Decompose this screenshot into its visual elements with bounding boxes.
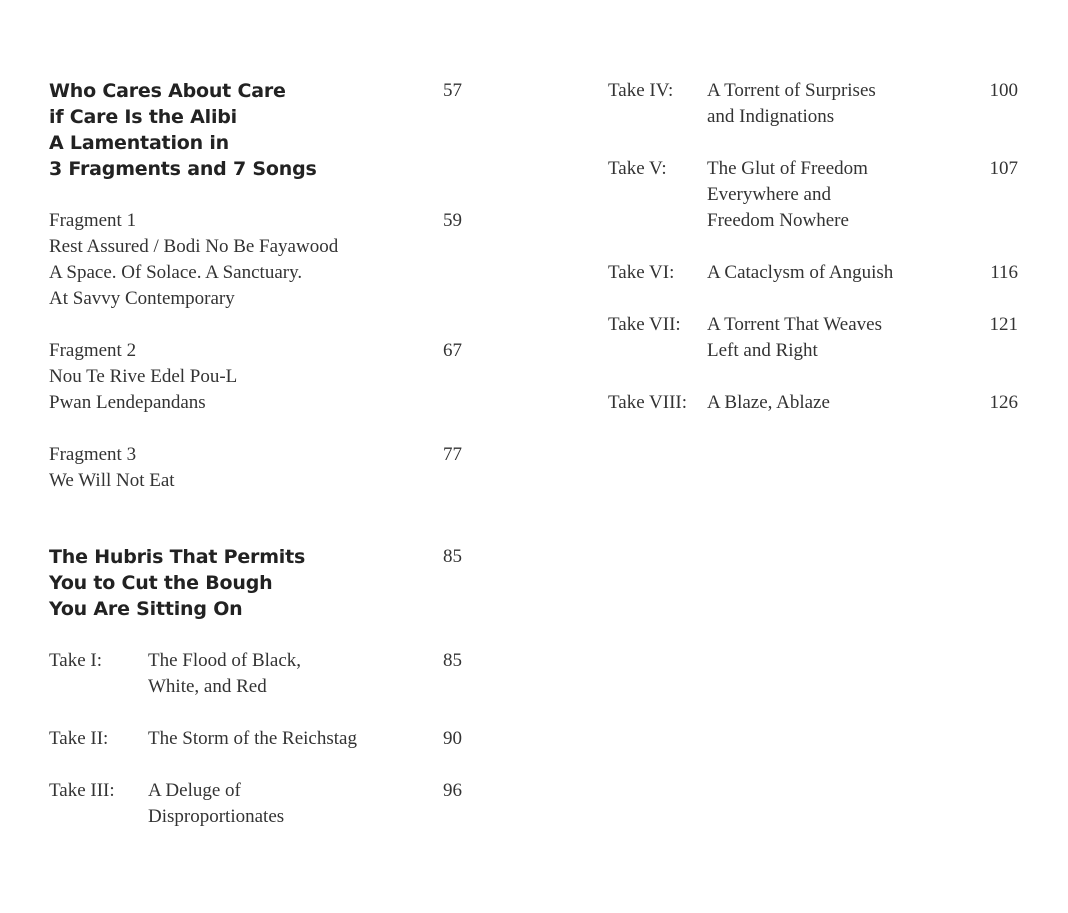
take-label: Take V:: [608, 158, 667, 179]
entry-title: [49, 442, 175, 494]
entry-title-line: The Flood of Black,: [148, 650, 302, 671]
section-title-line: The Hubris That Permits: [49, 546, 306, 568]
page-number: 57: [443, 80, 462, 101]
toc-left-column: [49, 78, 462, 830]
toc-right-column: [608, 78, 1018, 416]
page-number: 126: [989, 392, 1018, 413]
section-title-line: A Lamentation in: [49, 132, 229, 154]
take-label: Take VII:: [608, 314, 681, 335]
toc-entry-take-1: [49, 648, 462, 700]
take-label: Take VIII:: [608, 392, 688, 413]
entry-title-line: We Will Not Eat: [49, 470, 175, 491]
entry-title: [707, 78, 990, 130]
toc-entry-take-5: [608, 156, 1018, 234]
page-number: 85: [443, 546, 462, 567]
toc-entry-fragment-2: [49, 338, 462, 416]
section-title-line: Who Cares About Care: [49, 80, 286, 102]
page-number: 107: [989, 158, 1018, 179]
page-number: 121: [989, 314, 1018, 335]
entry-title-line: Fragment 2: [49, 340, 137, 361]
entry-title-line: Rest Assured / Bodi No Be Fayawood: [49, 236, 339, 257]
toc-entry-take-6: [608, 260, 1018, 286]
entry-title-line: Disproportionates: [148, 806, 285, 827]
toc-entry-fragment-3: [49, 442, 462, 494]
entry-title-line: A Blaze, Ablaze: [707, 392, 830, 413]
entry-title: [707, 156, 990, 234]
take-label: Take III:: [49, 780, 115, 801]
entry-title: [707, 390, 990, 416]
entry-title-line: A Deluge of: [148, 780, 241, 801]
page-number: 67: [443, 340, 462, 361]
page-number: 85: [443, 650, 462, 671]
entry-title-line: Everywhere and: [707, 184, 831, 205]
toc-entry-take-4: [608, 78, 1018, 130]
toc-section-hubris: [49, 544, 462, 622]
take-label: Take II:: [49, 728, 109, 749]
entry-title-line: White, and Red: [148, 676, 267, 697]
entry-title-line: The Storm of the Reichstag: [148, 728, 357, 749]
section-title: [49, 544, 305, 622]
section-title-line: You Are Sitting On: [49, 598, 243, 620]
take-label: Take VI:: [608, 262, 675, 283]
entry-title: [148, 726, 443, 752]
page-number: 59: [443, 210, 462, 231]
entry-title-line: Freedom Nowhere: [707, 210, 849, 231]
toc-entry-fragment-1: [49, 208, 462, 312]
toc-entry-take-8: [608, 390, 1018, 416]
entry-title-line: Left and Right: [707, 340, 818, 361]
entry-title: [49, 208, 338, 312]
toc-entry-take-3: [49, 778, 462, 830]
entry-title-line: A Cataclysm of Anguish: [707, 262, 894, 283]
entry-title-line: At Savvy Contemporary: [49, 288, 235, 309]
entry-title-line: Fragment 1: [49, 210, 137, 231]
entry-title-line: A Torrent of Surprises: [707, 80, 876, 101]
entry-title-line: and Indignations: [707, 106, 835, 127]
entry-title: [148, 778, 443, 830]
section-title-line: if Care Is the Alibi: [49, 106, 237, 128]
take-label: Take IV:: [608, 80, 674, 101]
section-title-line: You to Cut the Bough: [49, 572, 273, 594]
entry-title: [148, 648, 443, 700]
toc-entry-take-7: [608, 312, 1018, 364]
entry-title-line: The Glut of Freedom: [707, 158, 868, 179]
page-number: 116: [990, 262, 1018, 283]
page-number: 77: [443, 444, 462, 465]
page-number: 90: [443, 728, 462, 749]
page-number: 100: [989, 80, 1018, 101]
toc-section-who-cares: [49, 78, 462, 182]
entry-title-line: A Space. Of Solace. A Sanctuary.: [49, 262, 303, 283]
entry-title: [49, 338, 237, 416]
entry-title: [707, 260, 990, 286]
entry-title-line: Pwan Lendepandans: [49, 392, 206, 413]
section-title: [49, 78, 317, 182]
entry-title-line: A Torrent That Weaves: [707, 314, 882, 335]
take-label: Take I:: [49, 650, 103, 671]
section-title-line: 3 Fragments and 7 Songs: [49, 158, 317, 180]
entry-title-line: Fragment 3: [49, 444, 137, 465]
toc-entry-take-2: [49, 726, 462, 752]
entry-title: [707, 312, 990, 364]
page-number: 96: [443, 780, 462, 801]
entry-title-line: Nou Te Rive Edel Pou-L: [49, 366, 238, 387]
